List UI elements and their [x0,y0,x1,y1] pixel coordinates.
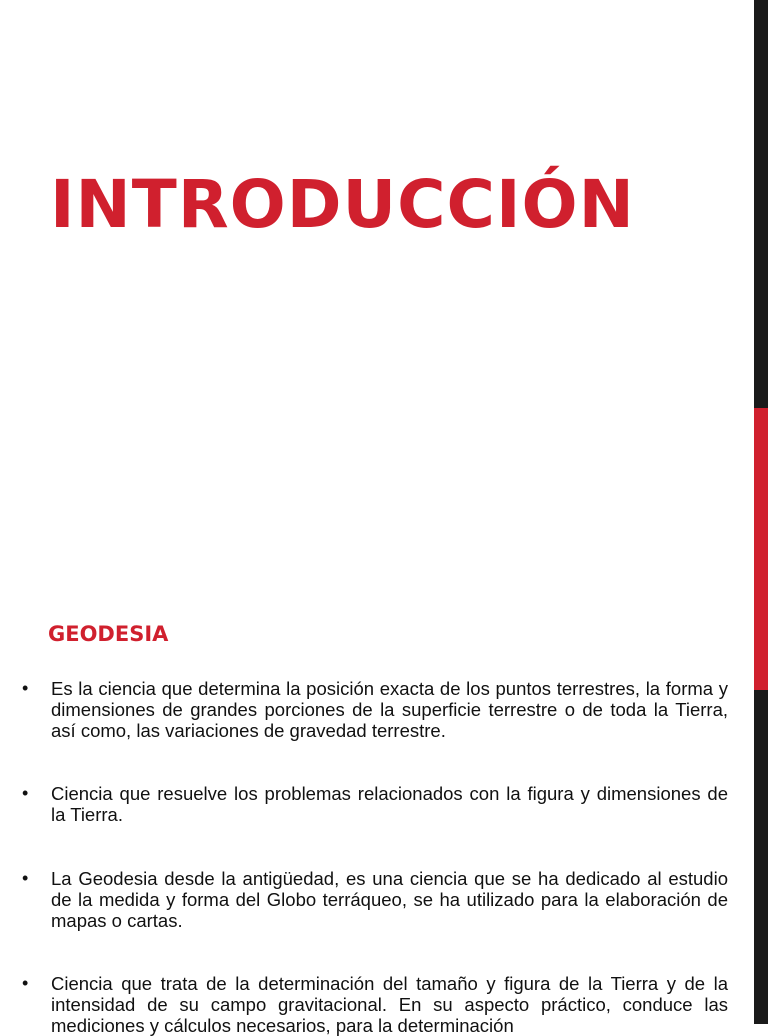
bullet-text: Ciencia que trata de la determinación del tamaño y figura de la Tierra y de la intensidad de su campo gravitacional. En su aspecto práctico, conduce las mediciones y cálculos necesarios, para la determinación [51,973,728,1036]
bullet-item [0,783,740,825]
bullet-icon: • [22,868,29,888]
bullet-text: Ciencia que resuelve los problemas relacionados con la figura y dimensiones de la Tierra. [51,783,728,825]
bullet-item [0,973,740,1036]
section-heading: GEODESIA [48,622,169,646]
slide-title: INTRODUCCIÓN [50,166,635,243]
bullet-text: Es la ciencia que determina la posición exacta de los puntos terrestres, la forma y dimensiones de grandes porciones de la superficie terrestre o de toda la Tierra, así como, las variaciones de gravedad terrestre. [51,678,728,741]
bullet-icon: • [22,973,29,993]
bullet-list [0,678,740,1036]
bullet-text: La Geodesia desde la antigüedad, es una ciencia que se ha dedicado al estudio de la medida y forma del Globo terráqueo, se ha utilizado para la elaboración de mapas o cartas. [51,868,728,931]
side-accent-decoration [754,408,768,690]
bullet-icon: • [22,678,29,698]
bullet-item [0,868,740,931]
bullet-icon: • [22,783,29,803]
bullet-item [0,678,740,741]
